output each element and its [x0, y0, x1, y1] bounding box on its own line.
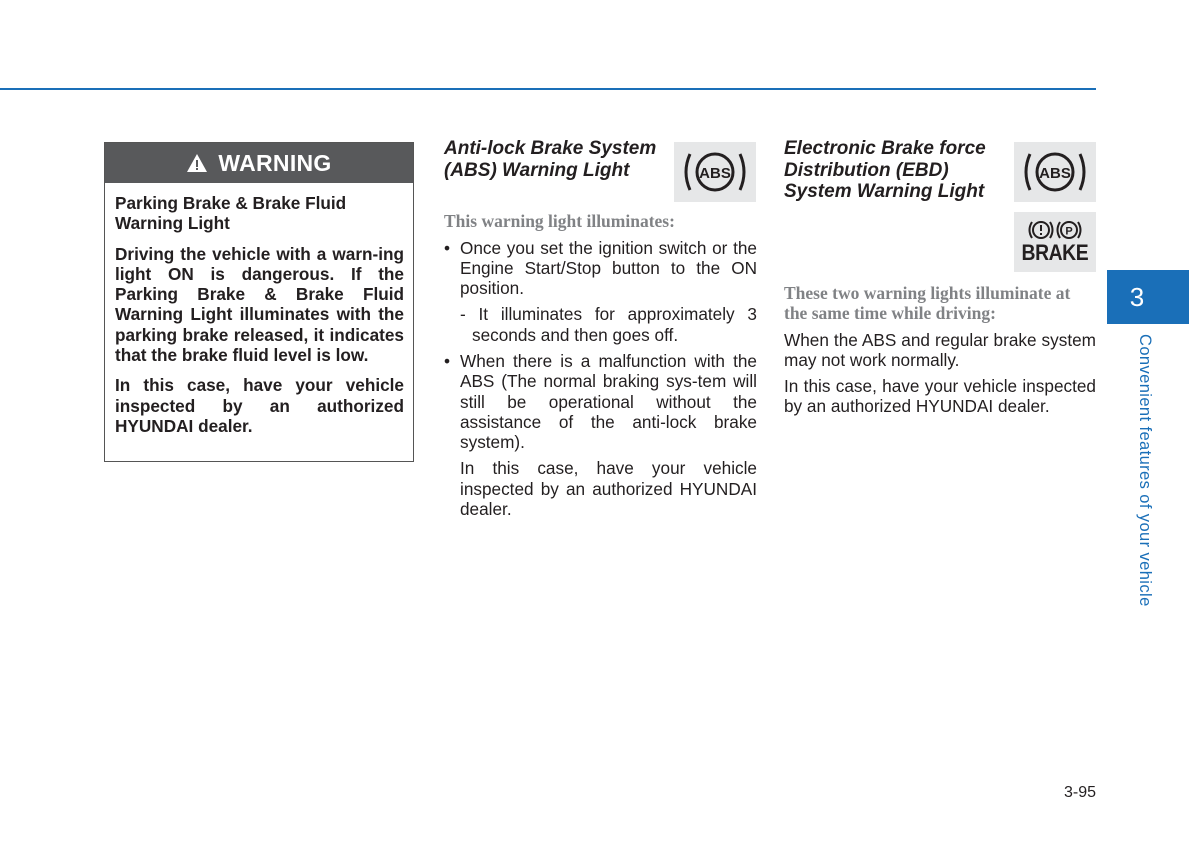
brake-icon-label: BRAKE — [1021, 240, 1089, 265]
warning-paragraph-2: In this case, have your vehicle inspected by an authorized HYUNDAI dealer. — [115, 375, 404, 436]
warning-triangle-icon — [186, 153, 208, 173]
warning-body — [105, 183, 413, 436]
abs-title-line-1: Anti-lock Brake System — [444, 138, 657, 159]
chapter-tab — [1107, 270, 1189, 324]
ebd-subheading: These two warning lights illuminate at the same time while driving: — [784, 282, 1071, 323]
abs-title-line-2: (ABS) Warning Light — [444, 159, 630, 181]
warning-heading: Parking Brake & Brake Fluid Warning Light — [115, 193, 347, 234]
ebd-abs-icon-box — [1014, 142, 1096, 202]
ebd-title-line-3: System Warning Light — [784, 181, 985, 202]
ebd-brake-icon-box — [1014, 212, 1096, 272]
ebd-paragraph-2: In this case, have your vehicle inspected by an authorized HYUNDAI dealer. — [784, 376, 1096, 417]
abs-warning-light-icon-box — [674, 142, 756, 202]
ebd-title-line-1: Electronic Brake force — [784, 138, 986, 159]
page-number: 3-95 — [1063, 784, 1096, 801]
chapter-title: Convenient features of your vehicle — [1136, 334, 1154, 607]
abs-bullet-1: Once you set the ignition switch or the Engine Start/Stop button to the ON position. — [460, 237, 757, 299]
warning-paragraph-1: Driving the vehicle with a warn-ing light ON is dangerous. If the Parking Brake & Brake Fluid Warning Light illuminates with the parking brake released, it indicates that the brake fluid level is low. — [115, 243, 404, 366]
chapter-number: 3 — [1129, 281, 1145, 312]
abs-sub-item: - It illuminates for approximately 3 seconds and then goes off. — [460, 304, 757, 345]
brake-warning-icon — [1023, 219, 1087, 241]
warning-header — [105, 143, 413, 183]
svg-text:ABS: ABS — [1039, 165, 1071, 182]
list-item: • Once you set the ignition switch or the Engine Start/Stop button to the ON position. — [444, 237, 757, 299]
list-item: • When there is a malfunction with the ABS (The normal braking sys-tem will still be operational without the assistance of the anti-lock brake system). — [444, 350, 757, 453]
top-rule — [0, 88, 1096, 90]
ebd-paragraph-1: When the ABS and regular brake system may not work normally. — [784, 329, 1096, 370]
abs-bullet-2-follow: In this case, have your vehicle inspected by an authorized HYUNDAI dealer. — [460, 458, 757, 520]
svg-text:ABS: ABS — [699, 165, 731, 182]
warning-box — [104, 142, 414, 462]
abs-bullet-2: When there is a malfunction with the ABS (The normal braking sys-tem will still be operational without the assistance of the anti-lock brake system). — [460, 350, 757, 453]
abs-icon — [680, 148, 750, 196]
abs-icon — [1020, 148, 1090, 196]
svg-text:P: P — [1065, 225, 1073, 238]
abs-bullet-list — [444, 238, 757, 299]
abs-subheading: This warning light illuminates: — [444, 211, 675, 231]
ebd-title-line-2: Distribution (EBD) — [784, 159, 949, 181]
warning-title: WARNING — [218, 149, 332, 176]
